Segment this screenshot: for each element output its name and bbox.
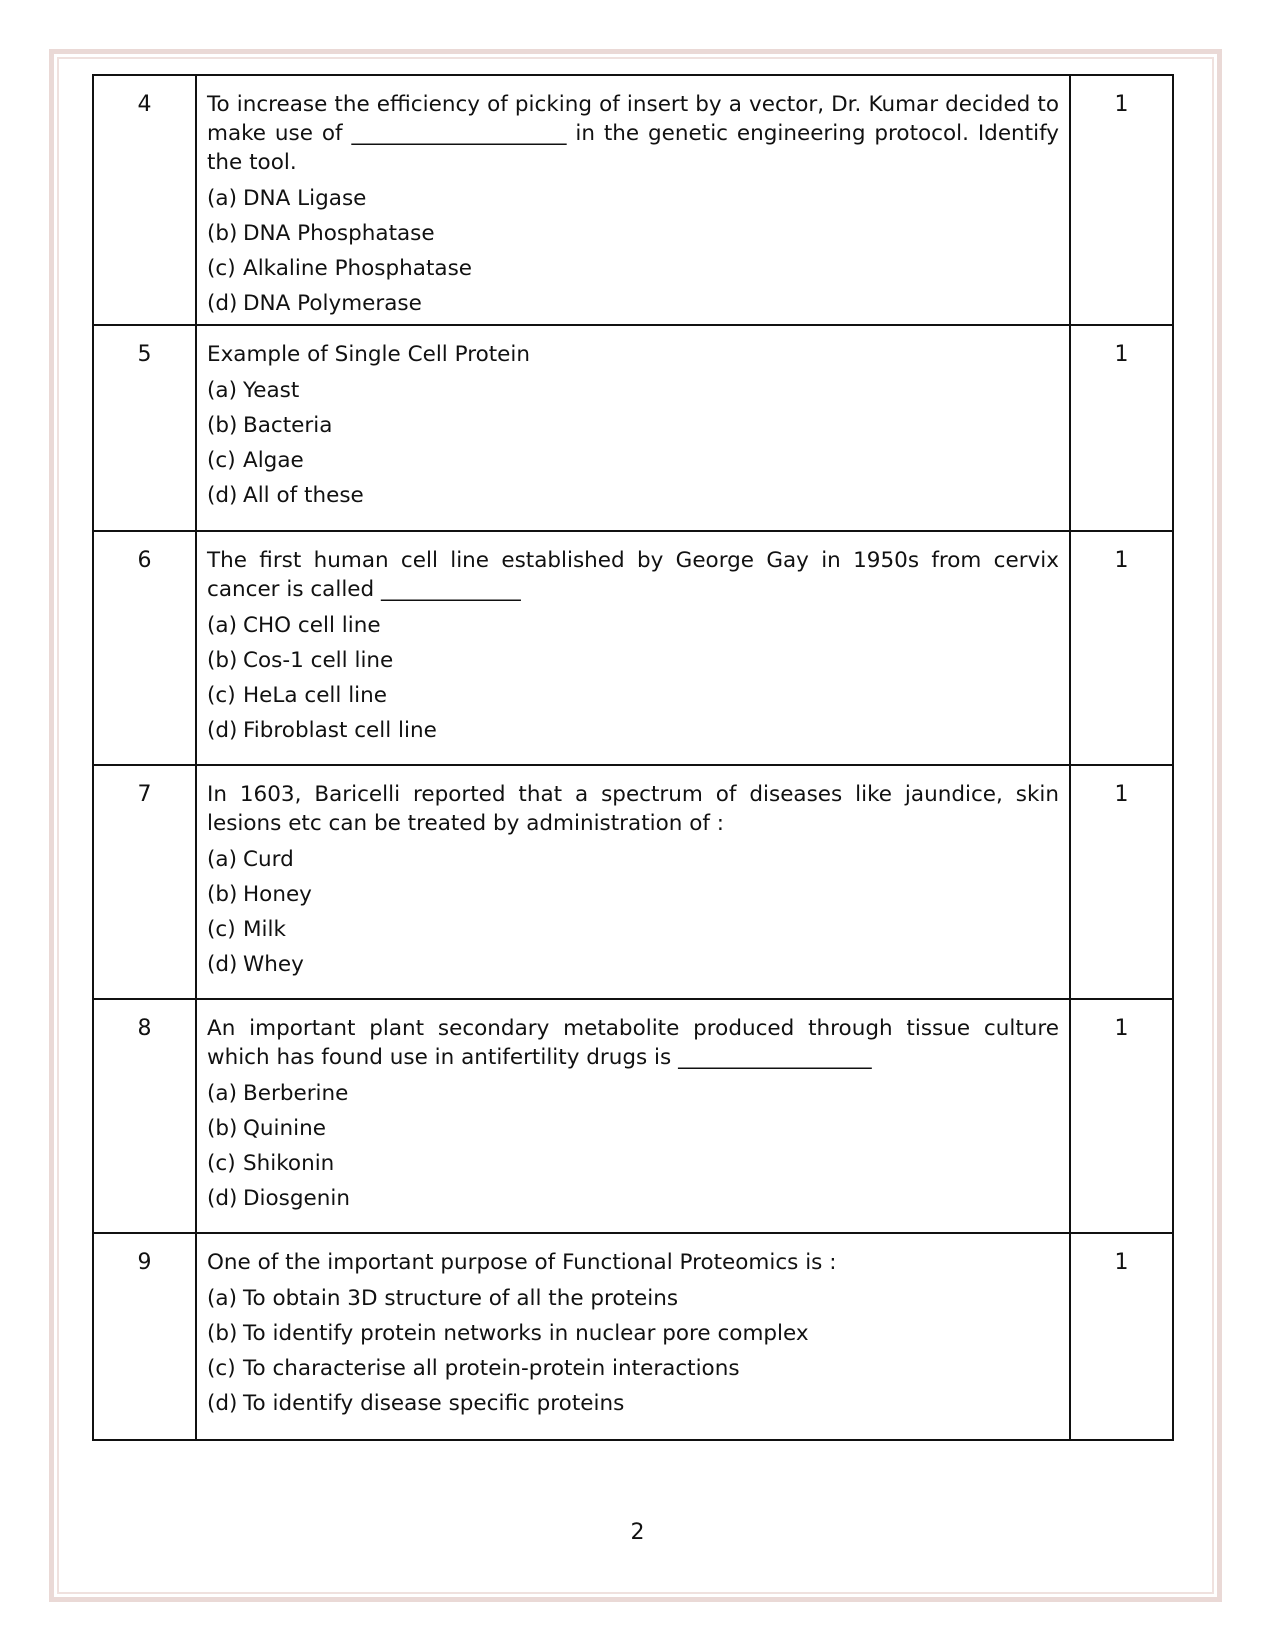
question-row <box>93 75 1173 325</box>
option <box>207 443 1059 478</box>
option-text: Yeast <box>243 378 300 403</box>
question-body <box>196 999 1070 1233</box>
option-letter: (a) <box>207 613 237 638</box>
option <box>207 478 1059 513</box>
option-text: DNA Polymerase <box>243 291 422 316</box>
question-number: 7 <box>93 765 196 999</box>
option-text: Berberine <box>243 1081 349 1106</box>
option-text: To identify protein networks in nuclear pore complex <box>243 1321 809 1346</box>
option-letter: (b) <box>207 882 238 907</box>
option-letter: (d) <box>207 952 238 977</box>
option <box>207 1146 1059 1181</box>
question-row <box>93 325 1173 531</box>
page-number: 2 <box>630 1520 645 1545</box>
option-letter: (c) <box>207 917 236 942</box>
question-body <box>196 1233 1070 1440</box>
option <box>207 643 1059 678</box>
questions-table <box>92 74 1174 1441</box>
option <box>207 608 1059 643</box>
question-number: 9 <box>93 1233 196 1440</box>
question-number: 5 <box>93 325 196 531</box>
question-stem: An important plant secondary metabolite produced through tissue culture which has found use in antifertility drugs is __________________ <box>207 1016 1059 1070</box>
option-text: Fibroblast cell line <box>243 718 437 743</box>
option <box>207 216 1059 251</box>
option-letter: (c) <box>207 1151 236 1176</box>
option-text: HeLa cell line <box>243 683 388 708</box>
question-number: 8 <box>93 999 196 1233</box>
option-letter: (c) <box>207 1356 236 1381</box>
option <box>207 947 1059 982</box>
option-text: Algae <box>243 448 304 473</box>
option-letter: (b) <box>207 648 238 673</box>
option <box>207 1316 1059 1351</box>
option-letter: (d) <box>207 291 238 316</box>
question-marks: 1 <box>1070 531 1173 765</box>
option <box>207 1281 1059 1316</box>
option <box>207 678 1059 713</box>
option-text: Honey <box>243 882 312 907</box>
option-text: CHO cell line <box>243 613 381 638</box>
question-body <box>196 75 1070 325</box>
question-stem: Example of Single Cell Protein <box>207 342 530 367</box>
option-text: Shikonin <box>243 1151 335 1176</box>
question-marks: 1 <box>1070 325 1173 531</box>
option <box>207 842 1059 877</box>
option <box>207 877 1059 912</box>
option-text: Whey <box>243 952 304 977</box>
option-text: All of these <box>243 483 364 508</box>
option-text: Quinine <box>243 1116 326 1141</box>
option <box>207 1076 1059 1111</box>
option-letter: (d) <box>207 1391 238 1416</box>
question-row <box>93 999 1173 1233</box>
question-row <box>93 531 1173 765</box>
option-text: Alkaline Phosphatase <box>243 256 472 281</box>
option <box>207 251 1059 286</box>
question-row <box>93 1233 1173 1440</box>
question-stem: The first human cell line established by George Gay in 1950s from cervix cancer is called _____________ <box>207 548 1059 602</box>
option-letter: (b) <box>207 221 238 246</box>
option <box>207 1351 1059 1386</box>
question-marks: 1 <box>1070 765 1173 999</box>
option-text: Diosgenin <box>243 1186 350 1211</box>
question-stem: One of the important purpose of Functional Proteomics is : <box>207 1250 837 1275</box>
question-stem: In 1603, Baricelli reported that a spectrum of diseases like jaundice, skin lesions etc can be treated by administration of : <box>207 782 1059 836</box>
option-text: DNA Phosphatase <box>243 221 435 246</box>
option-letter: (b) <box>207 413 238 438</box>
question-marks: 1 <box>1070 1233 1173 1440</box>
option-text: To obtain 3D structure of all the proteins <box>243 1286 679 1311</box>
option-letter: (b) <box>207 1321 238 1346</box>
option-letter: (a) <box>207 186 237 211</box>
option <box>207 1386 1059 1421</box>
option <box>207 1111 1059 1146</box>
question-number: 4 <box>93 75 196 325</box>
option-letter: (d) <box>207 1186 238 1211</box>
option <box>207 1181 1059 1216</box>
option-letter: (a) <box>207 1286 237 1311</box>
option-letter: (a) <box>207 378 237 403</box>
option <box>207 181 1059 216</box>
option <box>207 408 1059 443</box>
question-stem: To increase the efficiency of picking of insert by a vector, Dr. Kumar decided to make use of ____________________ in the genetic engineering protocol. Identify the tool. <box>207 92 1059 175</box>
option-text: Bacteria <box>243 413 333 438</box>
option-letter: (c) <box>207 683 236 708</box>
option-text: To characterise all protein-protein interactions <box>243 1356 740 1381</box>
question-row <box>93 765 1173 999</box>
option <box>207 713 1059 748</box>
question-body <box>196 765 1070 999</box>
option <box>207 373 1059 408</box>
question-body <box>196 325 1070 531</box>
option-letter: (d) <box>207 483 238 508</box>
question-number: 6 <box>93 531 196 765</box>
option-text: To identify disease specific proteins <box>243 1391 625 1416</box>
option-text: DNA Ligase <box>243 186 367 211</box>
option-text: Cos-1 cell line <box>243 648 394 673</box>
option-letter: (b) <box>207 1116 238 1141</box>
question-marks: 1 <box>1070 999 1173 1233</box>
question-body <box>196 531 1070 765</box>
option-text: Milk <box>243 917 286 942</box>
option-letter: (c) <box>207 256 236 281</box>
option <box>207 912 1059 947</box>
option-letter: (d) <box>207 718 238 743</box>
question-marks: 1 <box>1070 75 1173 325</box>
option-letter: (a) <box>207 1081 237 1106</box>
option-letter: (c) <box>207 448 236 473</box>
option-letter: (a) <box>207 847 237 872</box>
option-text: Curd <box>243 847 294 872</box>
option <box>207 286 1059 321</box>
